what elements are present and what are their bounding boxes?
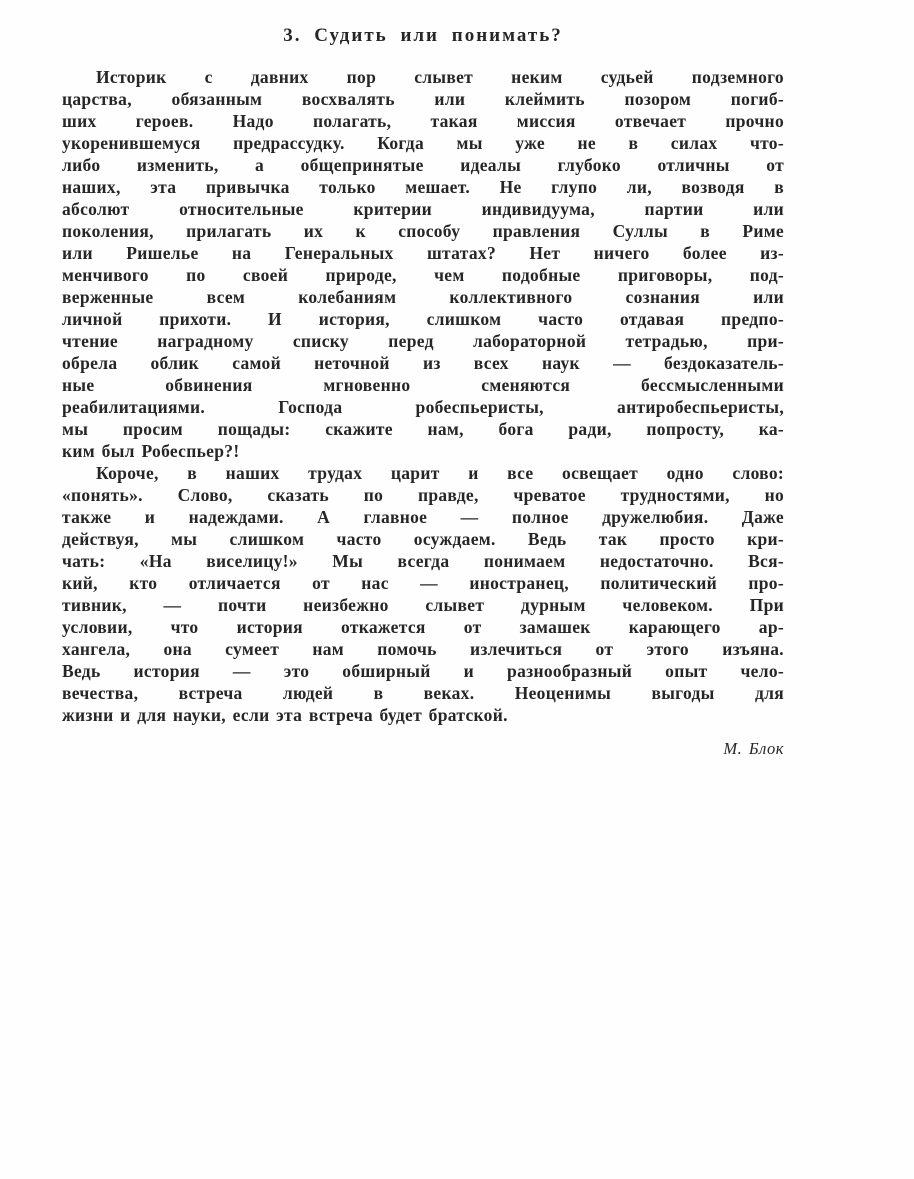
text-line: жизни и для науки, если эта встреча будет братской. <box>62 705 508 725</box>
text-line: или Ришелье на Генеральных штатах? Нет ничего более из- <box>62 243 784 263</box>
text-line: наших, эта привычка только мешает. Не глупо ли, возводя в <box>62 177 784 197</box>
text-line: Историк с давних пор слывет неким судьей подземного <box>96 67 784 87</box>
text-line: вечества, встреча людей в веках. Неоценимы выгоды для <box>62 683 784 703</box>
section-title: 3. Судить или понимать? <box>283 25 563 46</box>
text-line: абсолют относительные критерии индивидуума, партии или <box>62 199 784 219</box>
text-line: поколения, прилагать их к способу правления Суллы в Риме <box>62 221 784 241</box>
text-line: Ведь история — это обширный и разнообразный опыт чело- <box>62 661 784 681</box>
text-line: менчивого по своей природе, чем подобные приговоры, под- <box>62 265 784 285</box>
text-line: тивник, — почти неизбежно слывет дурным человеком. При <box>62 595 784 615</box>
text-line: царства, обязанным восхвалять или клеймить позором погиб- <box>62 89 784 109</box>
paragraph-1 <box>62 66 784 462</box>
text-line: «понять». Слово, сказать по правде, чреватое трудностями, но <box>62 485 784 505</box>
paragraph-2 <box>62 462 784 726</box>
text-line: хангела, она сумеет нам помочь излечиться от этого изъяна. <box>62 639 784 659</box>
text-line: чать: «На виселицу!» Мы всегда понимаем недостаточно. Вся- <box>62 551 784 571</box>
text-line: условии, что история откажется от замашек карающего ар- <box>62 617 784 637</box>
text-line: также и надеждами. А главное — полное дружелюбия. Даже <box>62 507 784 527</box>
text-line: ким был Робеспьер?! <box>62 441 240 461</box>
text-line: ших героев. Надо полагать, такая миссия отвечает прочно <box>62 111 784 131</box>
text-line: ные обвинения мгновенно сменяются бессмысленными <box>62 375 784 395</box>
text-line: обрела облик самой неточной из всех наук — бездоказатель- <box>62 353 784 373</box>
text-line: кий, кто отличается от нас — иностранец, политический про- <box>62 573 784 593</box>
text-line: чтение наградному списку перед лабораторной тетрадью, при- <box>62 331 784 351</box>
text-line: личной прихоти. И история, слишком часто отдавая предпо- <box>62 309 784 329</box>
text-line: действуя, мы слишком часто осуждаем. Ведь так просто кри- <box>62 529 784 549</box>
text-line: мы просим пощады: скажите нам, бога ради, попросту, ка- <box>62 419 784 439</box>
text-line: верженные всем колебаниям коллективного сознания или <box>62 287 784 307</box>
text-line: либо изменить, а общепринятые идеалы глубоко отличны от <box>62 155 784 175</box>
text-line: реабилитациями. Господа робеспьеристы, антиробеспьеристы, <box>62 397 784 417</box>
text-line: укоренившемуся предрассудку. Когда мы уже не в силах что- <box>62 133 784 153</box>
text-line: Короче, в наших трудах царит и все освещает одно слово: <box>96 463 784 483</box>
text-block <box>62 24 784 759</box>
author-attribution: М. Блок <box>723 739 784 758</box>
